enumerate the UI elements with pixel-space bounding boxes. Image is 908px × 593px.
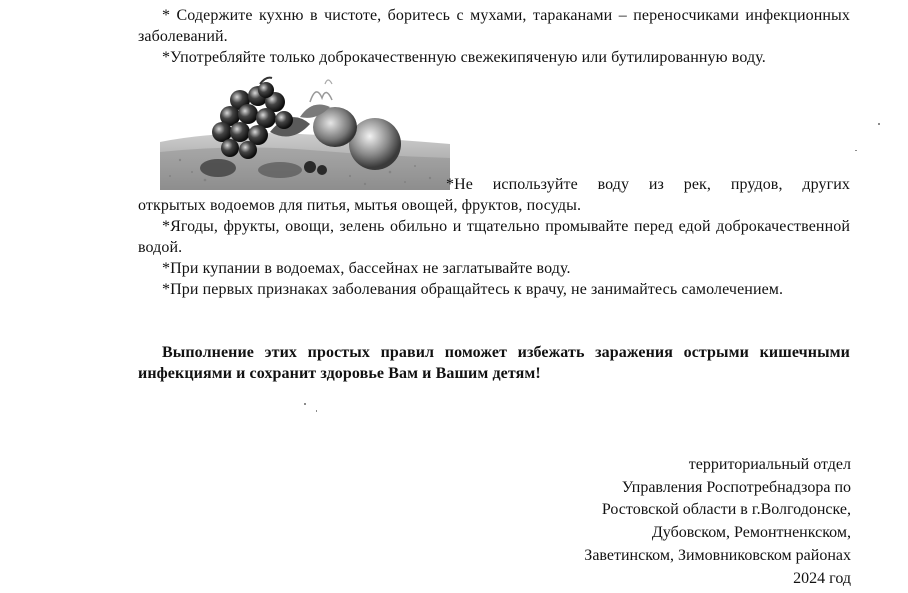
signature-line-2: Управления Роспотребнадзора по [621, 478, 851, 496]
scan-speck [316, 410, 317, 412]
signature-line-4: Дубовском, Ремонтненкском, [651, 524, 851, 542]
rule-see-doctor: *При первых признаках заболевания обращайтесь к врачу, не занимайтесь самолечением. [162, 281, 784, 298]
rule-swimming: *При купании в водоемах, бассейнах не заглатывайте воду. [162, 260, 571, 277]
rule-kitchen-clean: * Содержите кухню в чистоте, боритесь с мухами, тараканами – переносчиками инфекционных заболеваний. [138, 7, 850, 45]
rule-open-water-line2: открытых водоемов для питья, мытья овощей, фруктов, посуды. [138, 197, 582, 214]
signature-line-5: Заветинском, Зимовниковском районах [584, 546, 851, 564]
rule-wash-produce: *Ягоды, фрукты, овощи, зелень обильно и тщательно промывайте перед едой доброкачественной водой. [138, 218, 850, 256]
scan-speck [304, 403, 306, 405]
scan-speck [878, 123, 880, 125]
scan-speck [855, 150, 857, 151]
signature-block [521, 454, 851, 590]
signature-line-1: территориальный отдел [688, 456, 851, 473]
rule-drink-water: *Употребляйте только доброкачественную свежекипяченую или бутилированную воду. [162, 49, 766, 66]
rule-open-water-line1: *Не используйте воду из рек, прудов, других [446, 176, 850, 193]
fruit-illustration [160, 72, 450, 190]
signature-line-3: Ростовской области в г.Волгодонске, [601, 501, 851, 519]
signature-year: 2024 год [793, 569, 851, 587]
conclusion-text: Выполнение этих простых правил поможет избежать заражения острыми кишечными инфекциями и сохранит здоровье Вам и Вашим детям! [138, 344, 850, 382]
